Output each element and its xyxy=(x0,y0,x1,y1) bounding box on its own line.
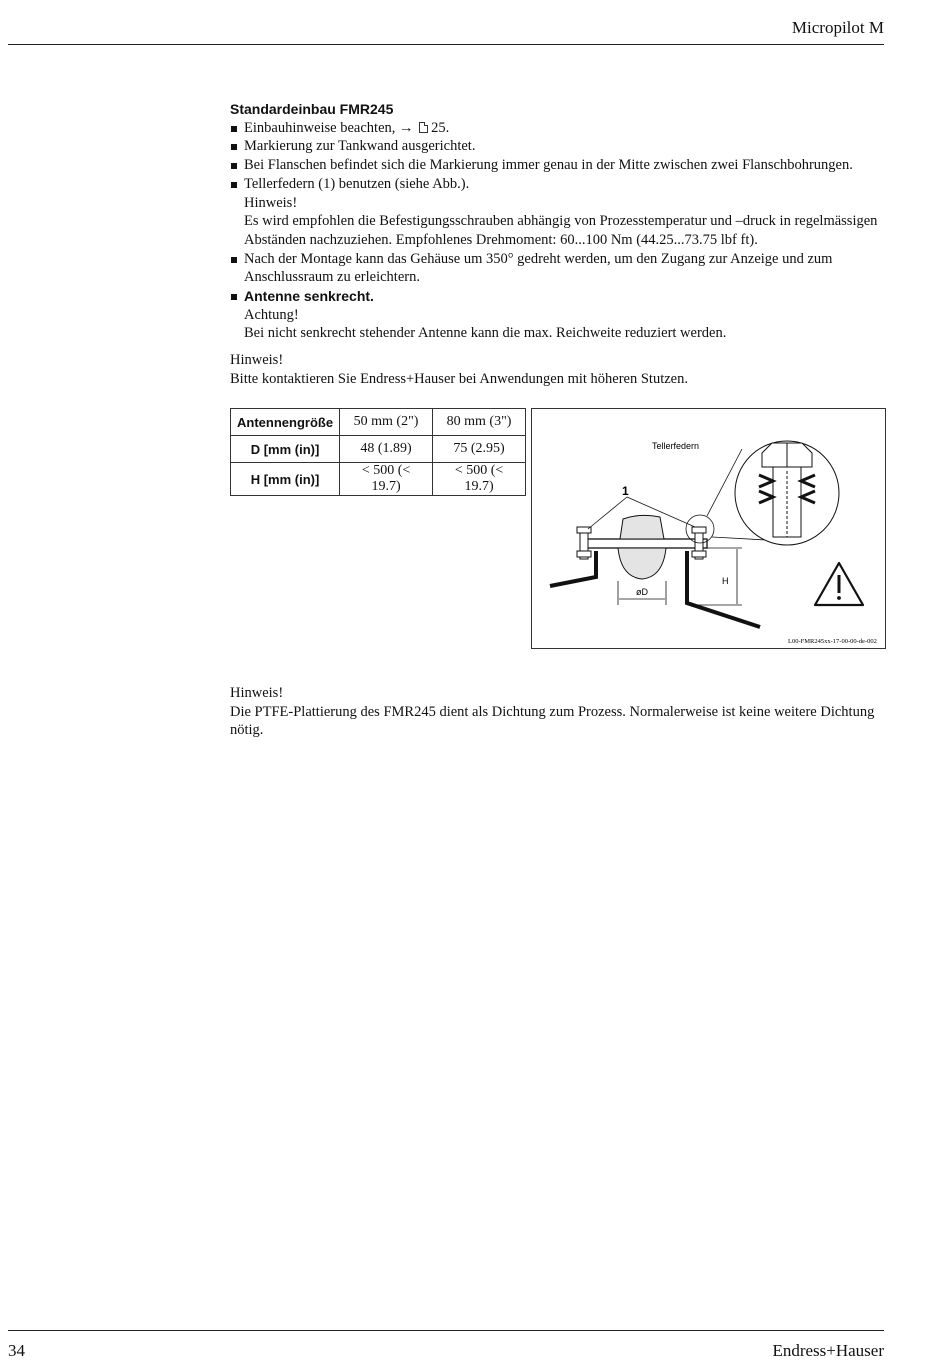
bullet-text: Markierung zur Tankwand ausgerichtet. xyxy=(244,138,476,155)
note-text: Bitte kontaktieren Sie Endress+Hauser bei Anwendungen mit höheren Stutzen. xyxy=(230,370,688,387)
diameter-label: øD xyxy=(636,587,648,597)
note-block xyxy=(230,351,890,388)
header-title: Micropilot M xyxy=(791,18,884,37)
page-ref-number[interactable]: 25. xyxy=(431,119,450,136)
mounting-diagram xyxy=(532,409,887,650)
section-title: Standardeinbau FMR245 xyxy=(230,101,394,117)
bullet-item xyxy=(230,119,890,138)
main-content xyxy=(230,100,890,389)
callout-number: 1 xyxy=(622,484,629,498)
note-label: Hinweis! xyxy=(230,685,284,701)
row-header: D [mm (in)] xyxy=(231,436,340,463)
bullet-text: Bei Flanschen befindet sich die Markierung immer genau in der Mitte zwischen zwei Flanschbohrungen. xyxy=(244,157,853,174)
note-text: Die PTFE-Plattierung des FMR245 dient als Dichtung zum Prozess. Normalerweise ist keine weitere Dichtung nötig. xyxy=(230,703,875,739)
table-cell: 50 mm (2") xyxy=(340,409,433,436)
warning-triangle-icon xyxy=(815,563,863,605)
table-cell: < 500 (< 19.7) xyxy=(340,463,433,496)
final-note xyxy=(230,684,890,740)
row-header: H [mm (in)] xyxy=(231,463,340,496)
note-label: Hinweis! xyxy=(244,194,298,211)
bullet-text: Antenne senkrecht. xyxy=(244,288,374,305)
bullet-item xyxy=(230,287,890,343)
row-header: Antennengröße xyxy=(231,409,340,436)
page-number: 34 xyxy=(8,1341,25,1360)
table-row xyxy=(231,463,526,496)
note-label: Hinweis! xyxy=(230,352,284,369)
flange-plate xyxy=(582,539,707,548)
bullet-text: Einbauhinweise beachten, → xyxy=(244,119,414,136)
antenna-spec-table xyxy=(230,408,526,496)
bullet-text: Nach der Montage kann das Gehäuse um 350° gedreht werden, um den Zugang zur Anzeige und zum Anschlussraum zu erleichtern. xyxy=(244,250,833,286)
tank-wall-right xyxy=(687,551,760,627)
warning-text: Bei nicht senkrecht stehender Antenne kann die max. Reichweite reduziert werden. xyxy=(244,325,727,342)
bullet-item xyxy=(230,156,890,175)
header-rule xyxy=(8,44,884,45)
image-code: L00-FMR245xx-17-00-00-de-002 xyxy=(788,638,877,645)
table-row xyxy=(231,409,526,436)
table-cell: 75 (2.95) xyxy=(433,436,526,463)
bullet-item xyxy=(230,137,890,156)
height-label: H xyxy=(722,576,729,586)
housing-top xyxy=(620,515,664,539)
mounting-figure xyxy=(531,408,886,649)
bullet-item xyxy=(230,250,890,287)
table-row xyxy=(231,436,526,463)
page-ref-icon xyxy=(419,122,428,133)
footer-brand: Endress+Hauser xyxy=(772,1341,884,1360)
installation-bullet-list xyxy=(230,119,890,343)
table-cell: < 500 (< 19.7) xyxy=(433,463,526,496)
footer-rule xyxy=(8,1330,884,1331)
table-cell: 80 mm (3") xyxy=(433,409,526,436)
table-cell: 48 (1.89) xyxy=(340,436,433,463)
springs-label: Tellerfedern xyxy=(652,441,700,451)
horn-antenna xyxy=(618,548,666,579)
bullet-text: Tellerfedern (1) benutzen (siehe Abb.). xyxy=(244,175,470,192)
note-text: Es wird empfohlen die Befestigungsschrauben abhängig von Prozesstemperatur und –druck in regelmässigen Abständen nachzuziehen. Empfohlenes Drehmoment: 60...100 Nm (44.25...73.75 lbf ft). xyxy=(244,213,878,248)
warning-label: Achtung! xyxy=(244,306,299,323)
bullet-item xyxy=(230,175,890,250)
